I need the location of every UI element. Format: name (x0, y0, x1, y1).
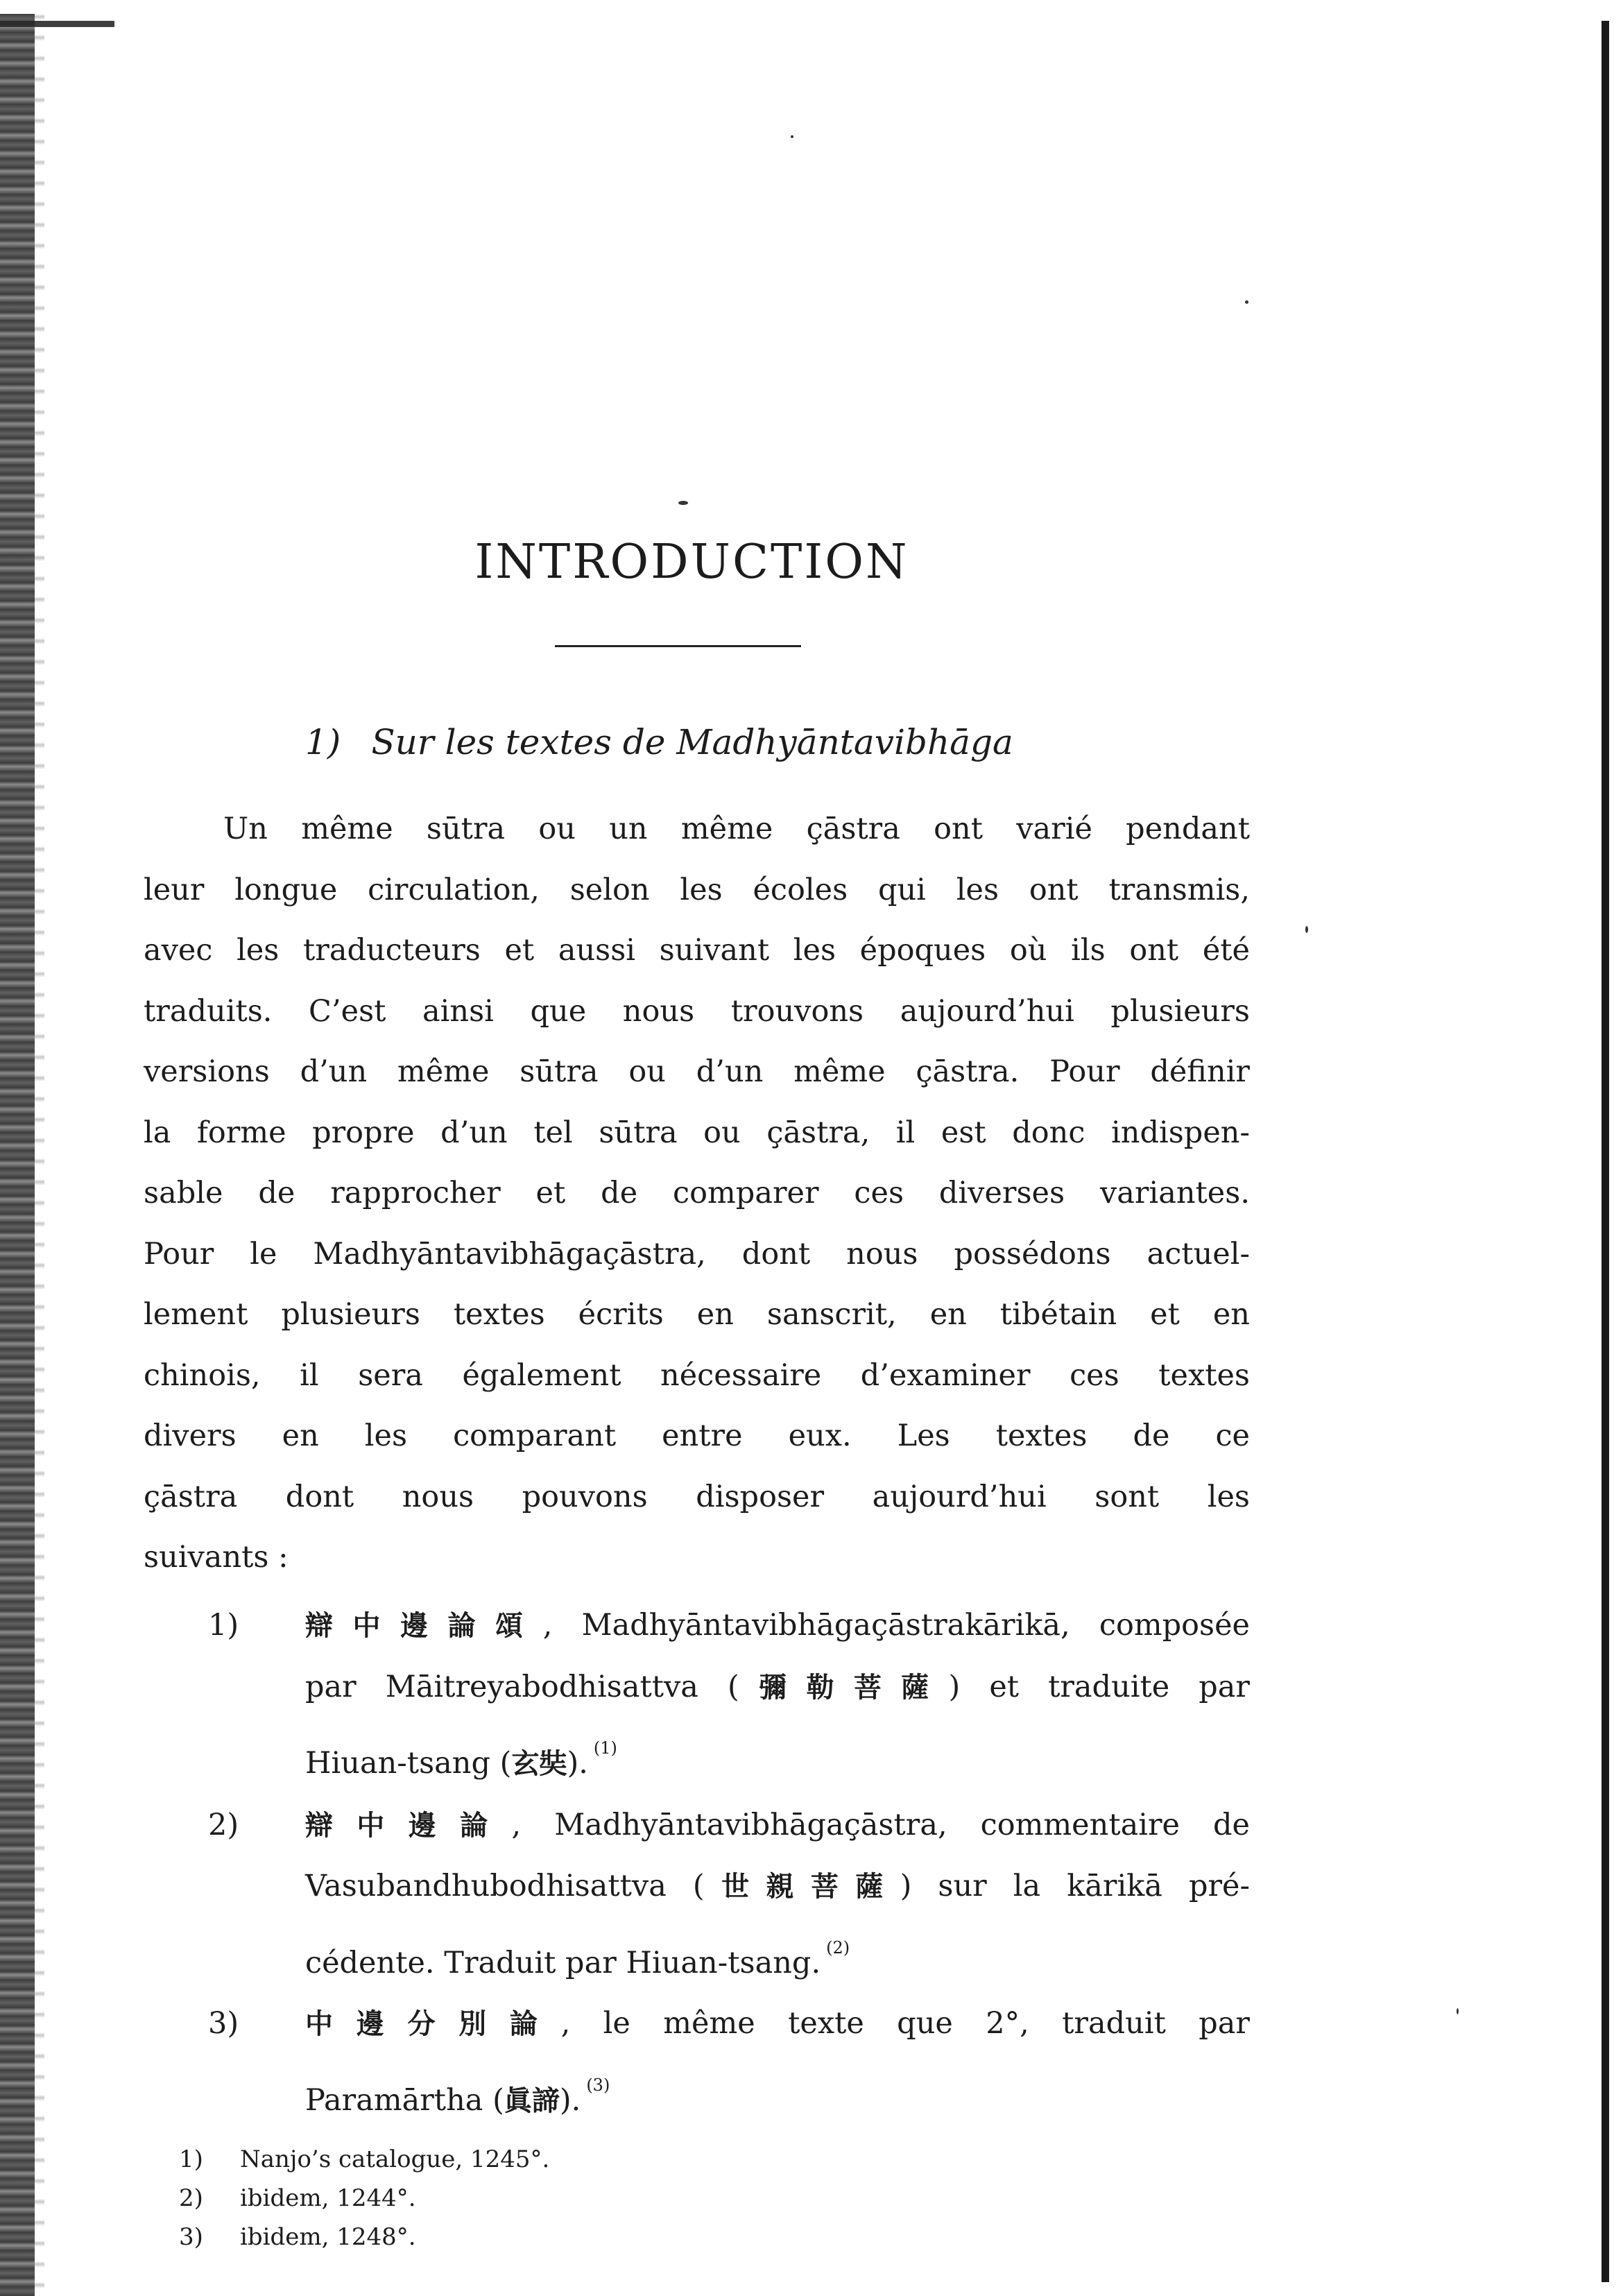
source-line: par Māitreyabodhisattva (彌勒菩薩) et traduite par (305, 1669, 1250, 1704)
page-title: INTRODUCTION (474, 535, 909, 590)
scan-speck (678, 501, 688, 505)
paragraph-line: Un même sūtra ou un même çāstra ont varié pendant (223, 812, 1250, 846)
scan-speck (791, 135, 793, 138)
paragraph-line: Pour le Madhyāntavibhāgaçāstra, dont nous possédons actuel- (144, 1236, 1250, 1271)
footnote (179, 2179, 549, 2218)
source-number: 1) (208, 1608, 239, 1643)
paragraph-line: çāstra dont nous pouvons disposer aujourd’hui sont les (144, 1479, 1250, 1514)
scan-speck (1245, 300, 1248, 304)
paragraph-line: la forme propre d’un tel sūtra ou çāstra, il est donc indispen- (144, 1115, 1250, 1150)
source-number: 3) (208, 2006, 239, 2041)
scan-edge-top (0, 21, 114, 27)
paragraph-line: lement plusieurs textes écrits en sanscrit, en tibétain et en (144, 1297, 1250, 1332)
cjk-author: 世親菩薩 (704, 1871, 900, 1903)
footnote (179, 2140, 549, 2179)
source-line: 辯中邊論, Madhyāntavibhāgaçāstra, commentaire de (305, 1807, 1251, 1842)
footnote-reference: (1) (593, 1738, 617, 1758)
source-line: Hiuan-tsang (玄奘). $^{(1)}$ (305, 1738, 617, 1781)
scan-edge-right (1601, 21, 1609, 2282)
paragraph-line: sable de rapprocher et de comparer ces diverses variantes. (144, 1176, 1250, 1210)
cjk-title: 中邊分別論 (305, 2008, 561, 2040)
footnote (179, 2218, 549, 2256)
footnote-text: Nanjo’s catalogue, 1245°. (240, 2145, 550, 2173)
footnote-number: 1) (179, 2145, 203, 2173)
title-rule (555, 645, 801, 647)
footnote-text: ibidem, 1244°. (240, 2184, 416, 2212)
footnotes (179, 2140, 549, 2256)
body-paragraph (144, 799, 1250, 1588)
footnote-number: 2) (179, 2184, 203, 2212)
section-heading-text: Sur les textes de Madhyāntavibhāga (371, 722, 1013, 762)
section-number: 1) (305, 722, 341, 762)
source-list (208, 1595, 1250, 2132)
source-item (208, 1795, 1250, 1994)
scan-speck (1457, 2008, 1459, 2014)
source-line: 辯中邊論頌, Madhyāntavibhāgaçāstrakārikā, composée (305, 1608, 1251, 1643)
cjk-author: 彌勒菩薩 (739, 1671, 949, 1704)
paragraph-line: traduits. C’est ainsi que nous trouvons aujourd’hui plusieurs (144, 993, 1250, 1029)
scan-edge-left-shadow (35, 14, 44, 2296)
section-heading (305, 721, 1013, 763)
paragraph-line: divers en les comparant entre eux. Les textes de ce (144, 1419, 1250, 1453)
source-line: Vasubandhubodhisattva (世親菩薩) sur la kārikā pré- (305, 1869, 1251, 1903)
footnote-number: 3) (179, 2223, 203, 2251)
cjk-translator: 眞諦 (504, 2084, 560, 2117)
source-item (208, 1994, 1250, 2132)
footnote-reference: (2) (826, 1937, 850, 1957)
source-item (208, 1595, 1250, 1795)
footnote-reference: (3) (586, 2075, 610, 2095)
source-line: cédente. Traduit par Hiuan-tsang. $^{(2)}$ (305, 1937, 850, 1980)
scan-speck (1305, 926, 1308, 933)
paragraph-line: leur longue circulation, selon les écoles qui les ont transmis, (144, 872, 1250, 907)
paragraph-line: chinois, il sera également nécessaire d’examiner ces textes (144, 1357, 1250, 1393)
source-line: Paramārtha (眞諦). $^{(3)}$ (305, 2075, 610, 2118)
source-number: 2) (208, 1807, 239, 1842)
cjk-title: 辯中邊論 (305, 1809, 512, 1842)
cjk-title: 辯中邊論頌 (305, 1610, 543, 1642)
cjk-translator: 玄奘 (511, 1748, 567, 1780)
paragraph-line: versions d’un même sūtra ou d’un même çāstra. Pour définir (144, 1054, 1250, 1089)
paragraph-line: avec les traducteurs et aussi suivant les époques où ils ont été (144, 933, 1250, 968)
scan-edge-left (0, 14, 35, 2296)
footnote-text: ibidem, 1248°. (240, 2223, 416, 2251)
paragraph-line: suivants : (144, 1540, 289, 1575)
source-line: 中邊分別論, le même texte que 2°, traduit par (305, 2006, 1250, 2041)
